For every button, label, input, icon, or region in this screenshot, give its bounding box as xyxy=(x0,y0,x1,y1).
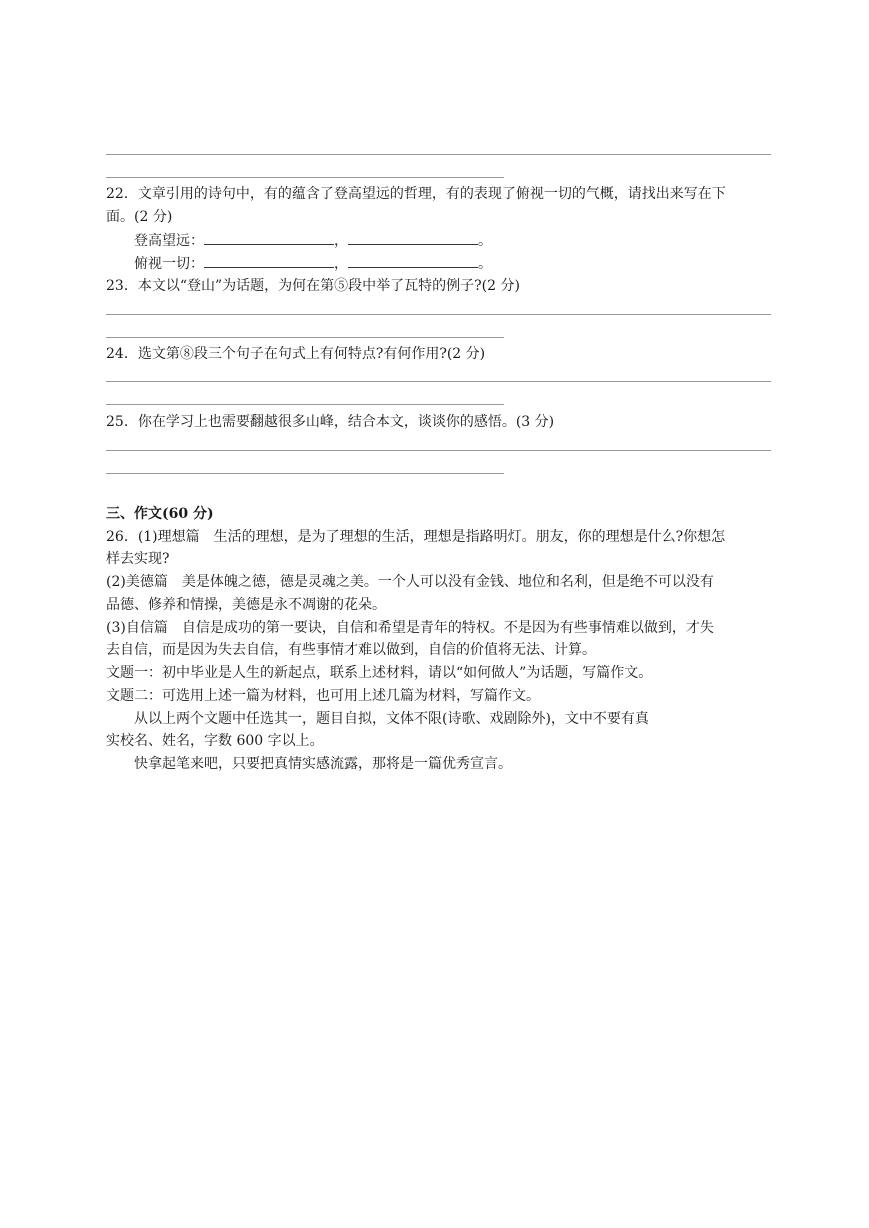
fill-blank[interactable] xyxy=(204,255,334,268)
answer-line xyxy=(106,473,504,474)
answer-line xyxy=(106,154,771,155)
answer-line xyxy=(106,381,771,382)
q22-row1-label: 登高望远： xyxy=(134,233,204,249)
fill-blank[interactable] xyxy=(348,255,478,268)
prompt-virtue-line1: (2)美德篇 美是体魄之德，德是灵魂之美。一个人可以没有金钱、地位和名利，但是绝不可以没有 xyxy=(106,574,714,590)
prompt-virtue-line2: 品德、修养和情操，美德是永不凋谢的花朵。 xyxy=(106,597,386,613)
answer-line xyxy=(106,337,504,338)
closing-line: 快拿起笔来吧，只要把真情实感流露，那将是一篇优秀宣言。 xyxy=(134,756,512,772)
fill-blank[interactable] xyxy=(348,232,478,245)
prompt-confidence-line1: (3)自信篇 自信是成功的第一要诀，自信和希望是青年的特权。不是因为有些事情难以做到，才失 xyxy=(106,620,714,636)
prompt-confidence-line2: 去自信，而是因为失去自信，有些事情才难以做到，自信的价值将无法、计算。 xyxy=(106,642,596,658)
comma: ， xyxy=(334,256,348,272)
answer-line xyxy=(106,314,771,315)
period: 。 xyxy=(478,256,492,272)
q22-text-line2: 面。(2 分) xyxy=(106,209,173,225)
q22-text-line1: 22．文章引用的诗句中，有的蕴含了登高望远的哲理，有的表现了俯视一切的气概，请找出来写在下 xyxy=(106,186,726,202)
q25-text: 25．你在学习上也需要翻越很多山峰，结合本文，谈谈你的感悟。(3 分) xyxy=(106,414,555,430)
requirement-line2: 实校名、姓名，字数 600 字以上。 xyxy=(106,733,324,749)
fill-blank[interactable] xyxy=(204,232,334,245)
answer-line xyxy=(106,404,504,405)
q22-row1 xyxy=(134,232,492,250)
prompt-ideal-line2: 样去实现? xyxy=(106,551,170,567)
answer-line xyxy=(106,450,771,451)
answer-line xyxy=(106,177,504,178)
topic-one: 文题一：初中毕业是人生的新起点，联系上述材料，请以“如何做人”为话题，写篇作文。 xyxy=(106,665,653,681)
prompt-ideal-line1: 26．(1)理想篇 生活的理想，是为了理想的生活，理想是指路明灯。朋友，你的理想是什么?你想怎 xyxy=(106,529,726,545)
q23-text: 23．本文以“登山”为话题，为何在第⑤段中举了瓦特的例子?(2 分) xyxy=(106,278,520,294)
q22-row2 xyxy=(134,255,492,273)
q22-row2-label: 俯视一切： xyxy=(134,256,204,272)
section-heading: 三、作文(60 分) xyxy=(106,506,214,522)
comma: ， xyxy=(334,233,348,249)
requirement-line1: 从以上两个文题中任选其一，题目自拟，文体不限(诗歌、戏剧除外)，文中不要有真 xyxy=(134,711,649,727)
period: 。 xyxy=(478,233,492,249)
topic-two: 文题二：可选用上述一篇为材料，也可用上述几篇为材料，写篇作文。 xyxy=(106,688,540,704)
q24-text: 24．选文第⑧段三个句子在句式上有何特点?有何作用?(2 分) xyxy=(106,346,486,362)
